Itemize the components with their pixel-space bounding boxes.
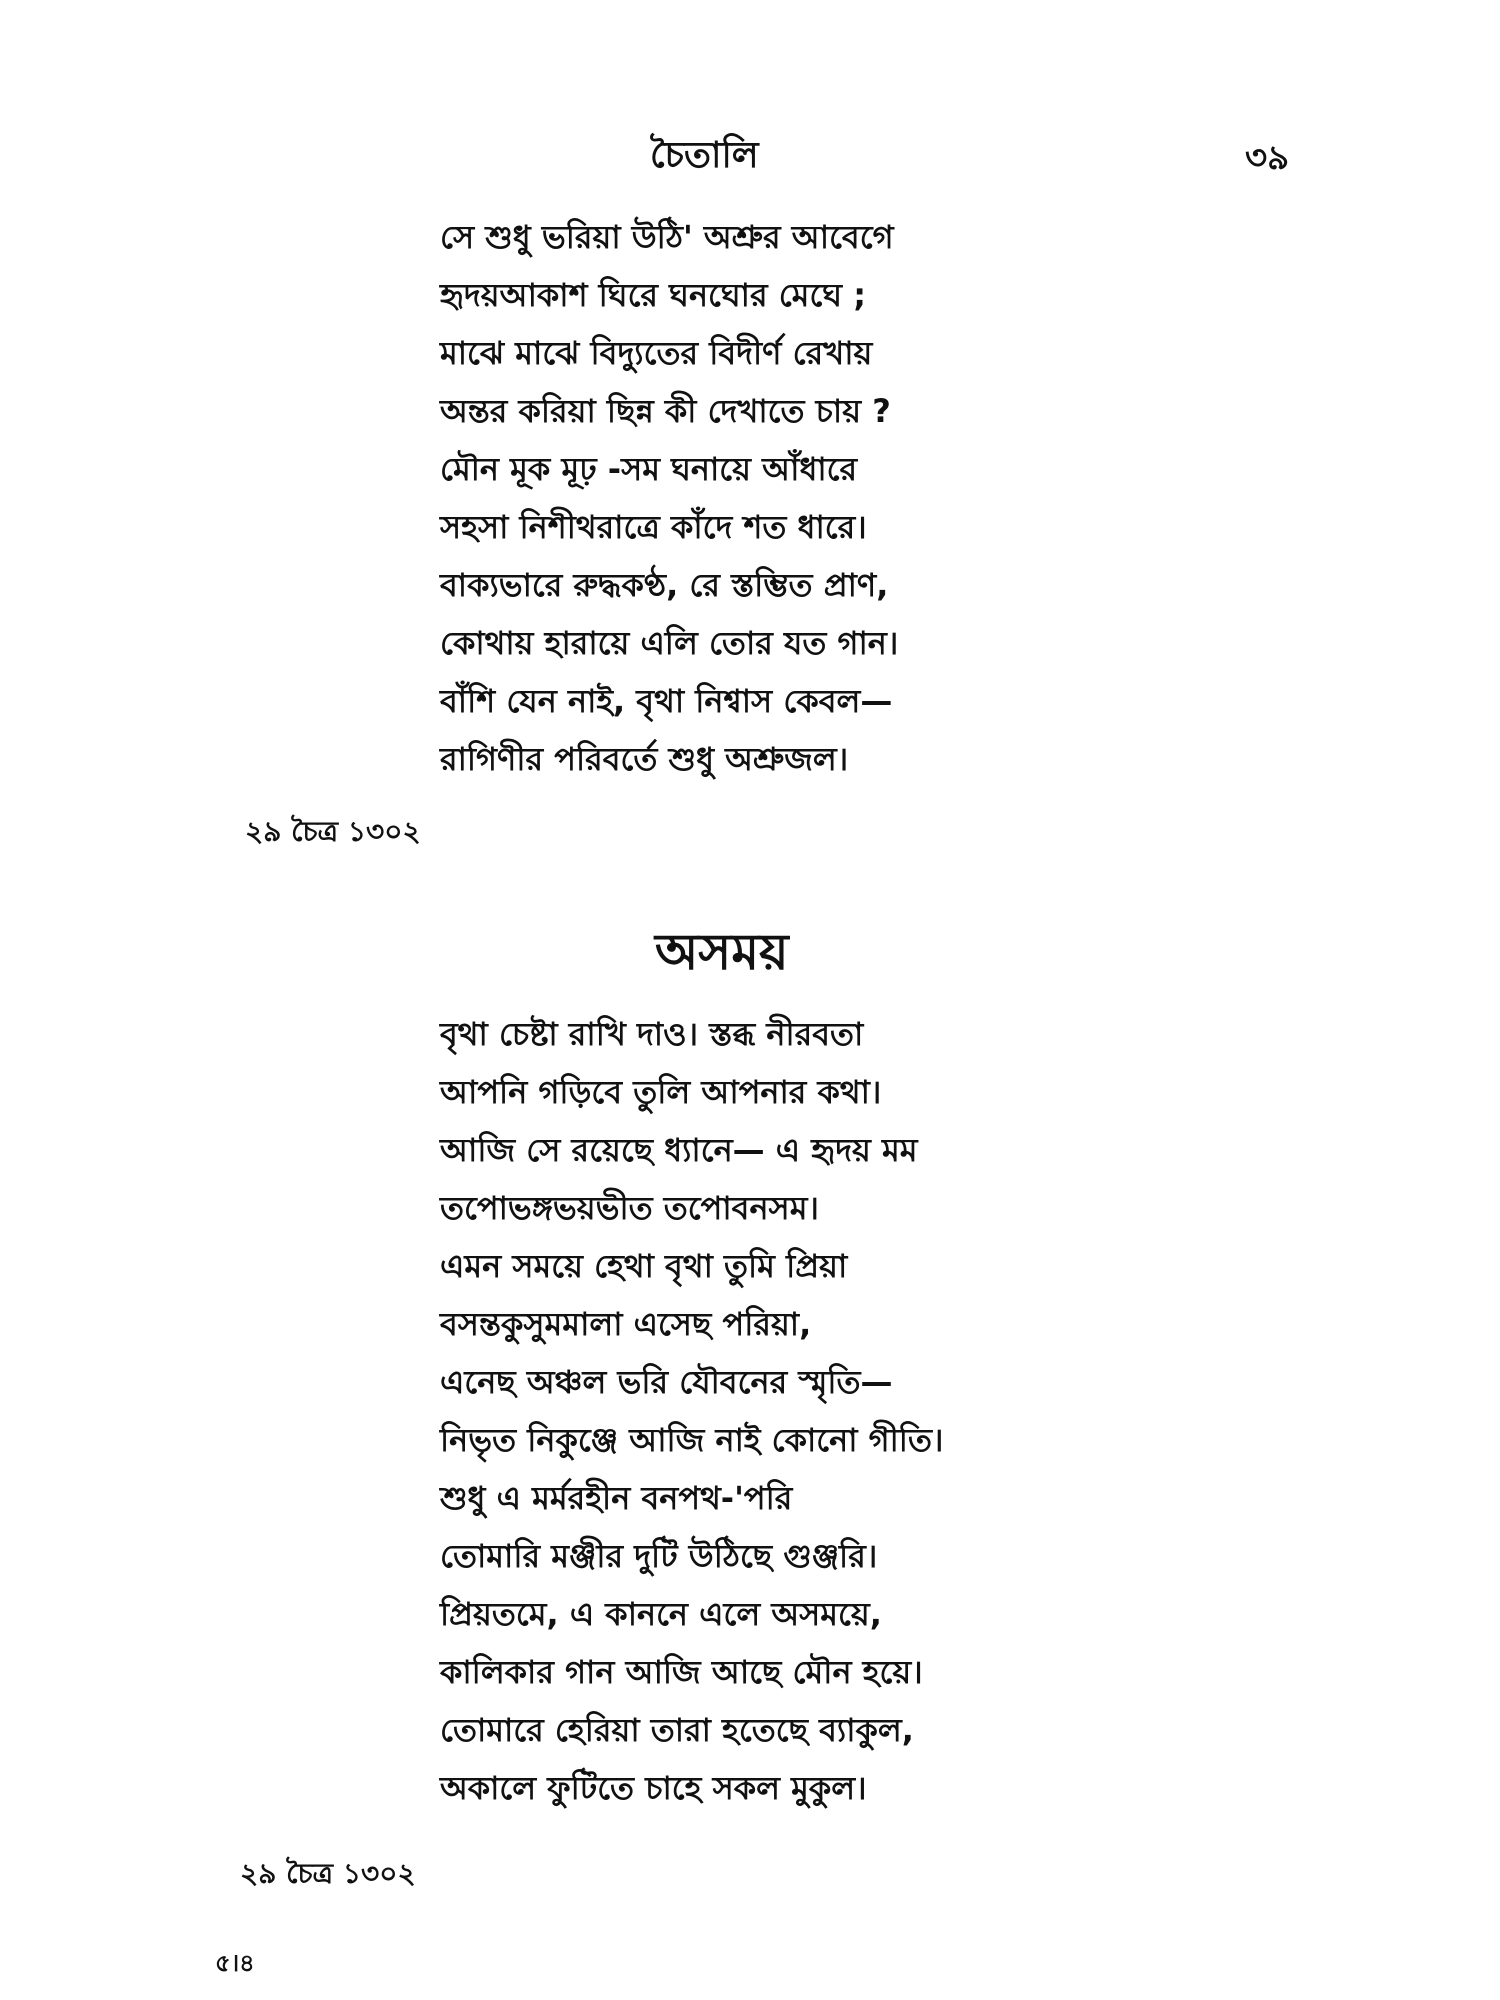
poem-line: কোথায় হারায়ে এলি তোর যত গান। (440, 624, 899, 662)
signature-mark: ৫।৪ (215, 1949, 255, 1977)
poem-line: এনেছ অঞ্চল ভরি যৌবনের স্মৃতি— (440, 1363, 893, 1401)
poem-line: সে শুধু ভরিয়া উঠি' অশ্রুর আবেগে (440, 218, 894, 256)
poem-2-stanza (440, 1005, 943, 1817)
running-title: চৈতালি (650, 135, 759, 176)
poem-line: নিভৃত নিকুঞ্জে আজি নাই কোনো গীতি। (440, 1421, 944, 1459)
poem-line: হৃদয়আকাশ ঘিরে ঘনঘোর মেঘে ; (440, 276, 867, 314)
poem-line: তপোভঙ্গভয়ভীত তপোবনসম। (440, 1189, 819, 1227)
poem-line: প্রিয়তমে, এ কাননে এলে অসময়ে, (440, 1595, 882, 1633)
poem-line: কালিকার গান আজি আছে মৌন হয়ে। (440, 1653, 923, 1691)
poem-2-date: ২৯ চৈত্র ১৩০২ (240, 1857, 416, 1890)
poem-line: মাঝে মাঝে বিদ্যুতের বিদীর্ণ রেখায় (440, 334, 873, 372)
poem-line: রাগিণীর পরিবর্তে শুধু অশ্রুজল। (440, 740, 849, 778)
poem-line: অকালে ফুটিতে চাহে সকল মুকুল। (440, 1769, 867, 1807)
poem-line: এমন সময়ে হেথা বৃথা তুমি প্রিয়া (440, 1247, 848, 1285)
poem-1-stanza (440, 208, 898, 788)
poem-line: অন্তর করিয়া ছিন্ন কী দেখাতে চায় ? (440, 392, 891, 430)
poem-line: বাক্যভারে রুদ্ধকণ্ঠ, রে স্তম্ভিত প্রাণ, (440, 566, 889, 604)
poem-line: তোমারি মঞ্জীর দুটি উঠিছে গুঞ্জরি। (440, 1537, 878, 1575)
page-number: ৩৯ (1245, 138, 1290, 178)
poem-line: শুধু এ মর্মরহীন বনপথ-'পরি (440, 1479, 793, 1517)
poem-line: তোমারে হেরিয়া তারা হতেছে ব্যাকুল, (440, 1711, 914, 1749)
poem-line: মৌন মূক মূঢ় -সম ঘনায়ে আঁধারে (440, 450, 858, 488)
poem-line: সহসা নিশীথরাত্রে কাঁদে শত ধারে। (440, 508, 867, 546)
poem-line: বাঁশি যেন নাই, বৃথা নিশ্বাস কেবল— (440, 682, 893, 720)
poem-line: আপনি গড়িবে তুলি আপনার কথা। (440, 1073, 882, 1111)
poem-1-date: ২৯ চৈত্র ১৩০২ (245, 815, 421, 848)
poem-line: বৃথা চেষ্টা রাখি দাও। স্তব্ধ নীরবতা (440, 1015, 864, 1053)
poem-line: আজি সে রয়েছে ধ্যানে— এ হৃদয় মম (440, 1131, 918, 1169)
poem-line: বসন্তকুসুমমালা এসেছ পরিয়া, (440, 1305, 812, 1343)
poem-2-title: অসময় (655, 923, 789, 981)
